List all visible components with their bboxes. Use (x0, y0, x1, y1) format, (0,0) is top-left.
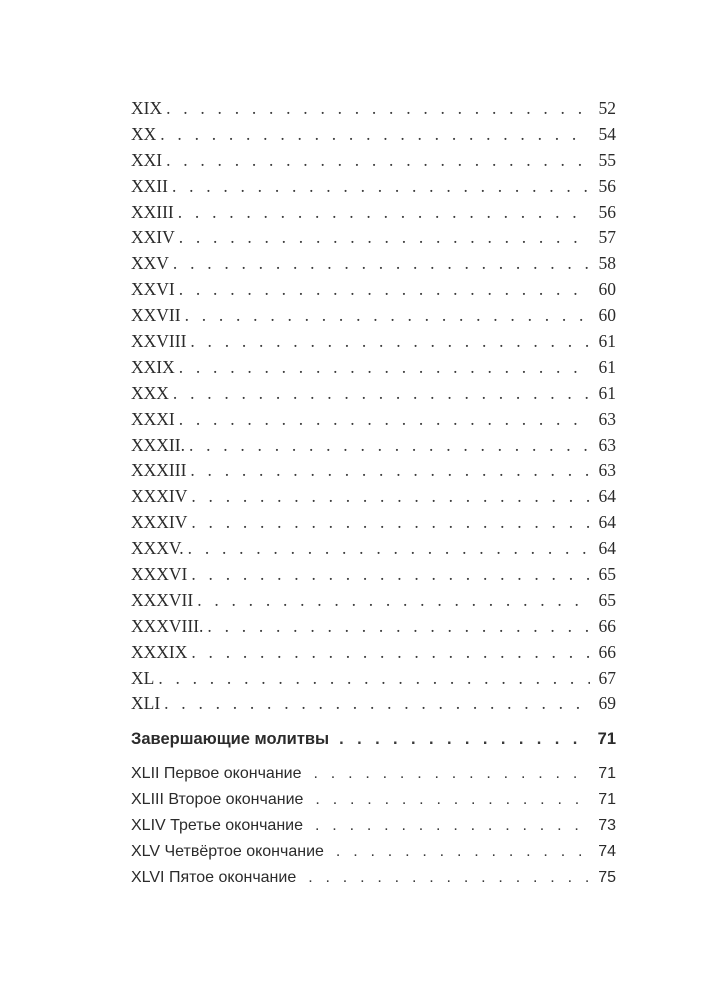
toc-entry-page: 60 (598, 279, 616, 300)
section-page: 71 (597, 730, 616, 749)
toc-entry-label: XXXIV (131, 486, 188, 507)
toc-sub-entry-label: XLVI Пятое окончание (131, 868, 297, 886)
toc-entry (131, 225, 616, 251)
toc-entry-page: 60 (598, 305, 616, 326)
toc-entry-page: 57 (598, 227, 616, 248)
toc-entry (131, 536, 616, 562)
toc-entry-page: 64 (598, 486, 616, 507)
toc-entry (131, 562, 616, 588)
toc-sub-entry (131, 813, 616, 839)
dot-leader (191, 562, 590, 588)
toc-sub-entry-page: 73 (598, 817, 616, 835)
toc-entry-page: 64 (598, 512, 616, 533)
toc-entry-label: XIX (131, 98, 163, 118)
toc-sub-entry-page: 75 (598, 868, 616, 886)
toc-entry (131, 355, 616, 381)
toc-entry-label: XXXIX (131, 641, 188, 662)
toc-sub-entry-label: XLIV Третье окончание (131, 817, 303, 835)
toc-entry-page: 56 (598, 201, 616, 222)
toc-entry-label: XXXII. (131, 434, 185, 455)
dot-leader (166, 96, 590, 122)
toc-entry-label: XXXVII (131, 589, 194, 610)
toc-entry-page: 65 (598, 564, 616, 585)
toc-entry (131, 691, 616, 717)
toc-entry-page: 65 (598, 589, 616, 610)
dot-leader (189, 433, 590, 459)
toc-entry-page: 55 (598, 149, 616, 170)
toc-entry-label: XXIX (131, 356, 175, 377)
toc-entry (131, 303, 616, 329)
toc-sub-entry (131, 865, 616, 891)
toc-entry-label: XXVIII (131, 331, 187, 352)
toc-entry (131, 381, 616, 407)
dot-leader (315, 813, 590, 839)
toc-entry-page: 69 (598, 693, 616, 714)
toc-sub-entry-page: 71 (598, 765, 616, 783)
dot-leader (315, 787, 590, 813)
toc-sub-entry (131, 761, 616, 787)
toc-entry (131, 510, 616, 536)
toc-entry-label: XLI (131, 693, 161, 714)
toc-entry-label: XXXI (131, 408, 175, 429)
dot-leader (339, 725, 590, 753)
toc-entry-label: XXV (131, 253, 169, 274)
dot-leader (179, 355, 590, 381)
toc-sub-entry (131, 839, 616, 865)
dot-leader (197, 588, 590, 614)
toc-entry (131, 277, 616, 303)
toc-entry-label: XXVII (131, 305, 181, 326)
toc-entry (131, 458, 616, 484)
dot-leader (179, 277, 590, 303)
toc-entry-page: 58 (598, 253, 616, 274)
toc-entry-page: 64 (598, 538, 616, 559)
dot-leader (166, 148, 590, 174)
toc-entry (131, 588, 616, 614)
toc-entry-page: 66 (598, 641, 616, 662)
toc-entry-page: 56 (598, 175, 616, 196)
dot-leader (173, 381, 590, 407)
toc-sub-entry (131, 787, 616, 813)
toc-sub-entry-label: XLIII Второе окончание (131, 791, 304, 809)
toc-entry (131, 122, 616, 148)
dot-leader (178, 200, 590, 226)
dot-leader (190, 329, 590, 355)
toc-entry-label: XXXVIII. (131, 615, 204, 636)
dot-leader (179, 225, 590, 251)
dot-leader (313, 761, 590, 787)
dot-leader (158, 666, 590, 692)
dot-leader (308, 865, 590, 891)
toc-entry-page: 61 (598, 331, 616, 352)
toc-entry-label: XXIII (131, 201, 174, 222)
toc-entry-label: XX (131, 123, 157, 144)
toc-entry (131, 329, 616, 355)
toc-entry-page: 63 (598, 434, 616, 455)
toc-entry (131, 484, 616, 510)
toc-entry (131, 148, 616, 174)
toc-entry (131, 666, 616, 692)
toc-entry-label: XXIV (131, 227, 175, 248)
dot-leader (185, 303, 590, 329)
dot-leader (160, 122, 590, 148)
toc-entry-label: XXVI (131, 279, 175, 300)
toc-entry-label: XXXIV (131, 512, 188, 533)
toc-entry-page: 54 (598, 123, 616, 144)
toc-entry-page: 66 (598, 615, 616, 636)
toc-entry-label: XL (131, 667, 155, 688)
toc-sub-entry-label: XLV Четвёртое окончание (131, 843, 324, 861)
toc-entry (131, 640, 616, 666)
dot-leader (173, 251, 590, 277)
toc-entry-page: 61 (598, 382, 616, 403)
toc-entry (131, 96, 616, 122)
toc-entry (131, 614, 616, 640)
toc-entry-label: XXI (131, 149, 163, 170)
dot-leader (207, 614, 590, 640)
toc-entry (131, 407, 616, 433)
toc-section-heading (131, 725, 616, 753)
dot-leader (336, 839, 590, 865)
section-title: Завершающие молитвы (131, 730, 330, 749)
dot-leader (179, 407, 590, 433)
toc-entry (131, 200, 616, 226)
toc-sub-entry-page: 71 (598, 791, 616, 809)
toc-entry-label: XXXV. (131, 538, 184, 559)
toc-entry-page: 52 (598, 98, 616, 118)
toc-entry-page: 63 (598, 408, 616, 429)
dot-leader (191, 640, 590, 666)
toc-sub-entry-label: XLII Первое окончание (131, 765, 302, 783)
toc-entry-label: XXX (131, 382, 169, 403)
toc-entry (131, 433, 616, 459)
dot-leader (172, 174, 590, 200)
dot-leader (190, 458, 590, 484)
dot-leader (191, 484, 590, 510)
toc-entry (131, 251, 616, 277)
dot-leader (191, 510, 590, 536)
toc-entry (131, 174, 616, 200)
toc-entry-label: XXXVI (131, 564, 188, 585)
toc-entry-page: 67 (598, 667, 616, 688)
toc-entry-page: 63 (598, 460, 616, 481)
toc-entry-label: XXII (131, 175, 168, 196)
table-of-contents (131, 96, 616, 891)
toc-entry-page: 61 (598, 356, 616, 377)
dot-leader (164, 691, 590, 717)
toc-sub-entry-page: 74 (598, 843, 616, 861)
dot-leader (188, 536, 590, 562)
toc-entry-label: XXXIII (131, 460, 187, 481)
